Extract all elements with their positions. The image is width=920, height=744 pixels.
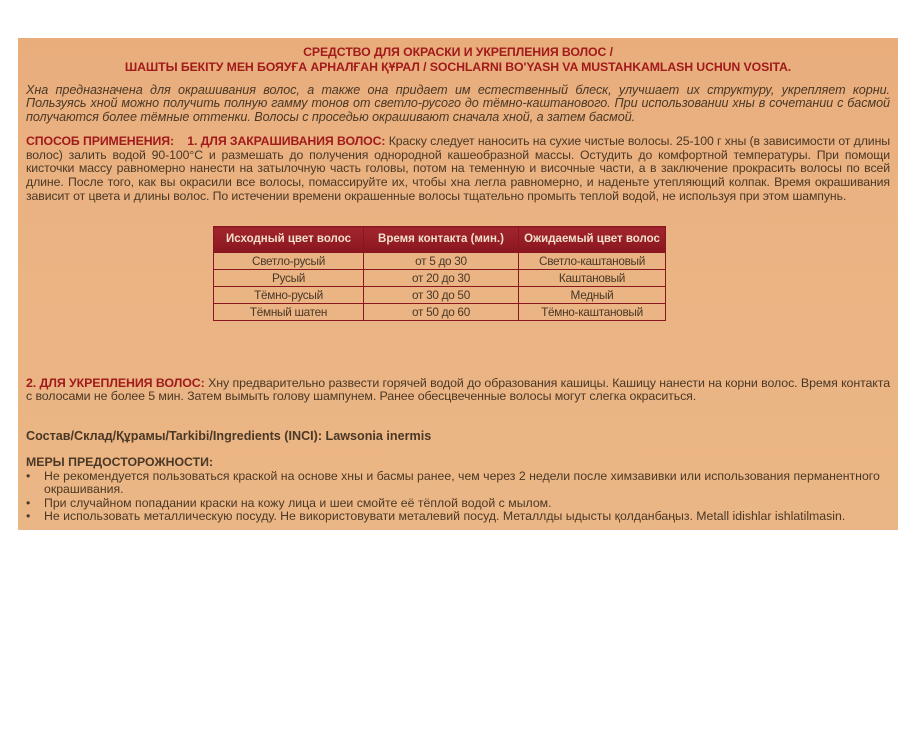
bullet-icon: • [26, 509, 31, 524]
ingredients-value: Lawsonia inermis [325, 429, 432, 443]
color-table [213, 226, 666, 321]
document-title [26, 45, 890, 75]
table-row [214, 270, 666, 287]
title-line-1: СРЕДСТВО ДЛЯ ОКРАСКИ И УКРЕПЛЕНИЯ ВОЛОС / [303, 45, 613, 59]
precaution-text: При случайном попадании краски на кожу лица и шеи смойте её тёплой водой с мылом. [44, 495, 552, 510]
cell-time: от 5 до 30 [364, 253, 519, 270]
cell-result: Тёмно-каштановый [519, 304, 666, 321]
ingredients-label: Состав/Склад/Құрамы/Tarkibi/Ingredients (INCI): [26, 429, 323, 443]
intro-paragraph: Хна предназначена для окрашивания волос, а также она придает им естественный блеск, улучшает их структуру, укрепляет корни. Пользуясь хной можно получить полную гамму тонов от светло-русого до тёмно-каштанового. При использовании хны в сочетании с басмой получаются более тёмные оттенки. Волосы с проседью окрашивают сначала хной, а затем басмой. [26, 83, 890, 124]
precaution-text: Не рекомендуется пользоваться краской на основе хны и басмы ранее, чем через 2 недели после химзавивки или использования перманентного окрашивания. [44, 468, 880, 497]
cell-original: Русый [214, 270, 364, 287]
method-text: Краску следует наносить на сухие чистые волосы. 25-100 г хны (в зависимости от длины волос) залить водой 90-100°С и размешать до получения однородной кашеобразной массы. Остудить до комфортной температуры. При помощи кисточки массу равномерно нанести на затылочную часть головы, потом на теменную и височные части, а в заключение прокрасить волосы по всей длине. После того, как вы окрасили все волосы, помассируйте их, чтобы хна легла равномерно, и наденьте утепляющий колпак. Время окрашивания зависит от цвета и длины волос. По истечении времени окрашенные волосы тщательно промыть теплой водой, не используя при этом шампунь. [26, 134, 890, 203]
header-contact-time: Время контакта (мин.) [364, 227, 519, 253]
precautions-heading: МЕРЫ ПРЕДОСТОРОЖНОСТИ: [26, 455, 214, 469]
strengthen-text: Хну предварительно развести горячей водой до образования кашицы. Кашицу нанести на корни волос. Время контакта с волосами не более 5 мин. Затем вымыть голову шампунем. Ранее обесцвеченные волосы могут слегка окраситься. [26, 376, 890, 404]
cell-time: от 30 до 50 [364, 287, 519, 304]
table-row [214, 287, 666, 304]
method-subheading: 1. ДЛЯ ЗАКРАШИВАНИЯ ВОЛОС: [187, 134, 386, 149]
strengthen-heading: 2. ДЛЯ УКРЕПЛЕНИЯ ВОЛОС: [26, 376, 205, 390]
cell-result: Светло-каштановый [519, 253, 666, 270]
precaution-text: Не использовать металлическую посуду. Не використовувати металевий посуд. Металлды ыдысты қолданбаңыз. Metall idishlar ishlatilmasin. [44, 509, 846, 524]
table-row [214, 253, 666, 270]
cell-original: Светло-русый [214, 253, 364, 270]
table-row [214, 304, 666, 321]
cell-result: Каштановый [519, 270, 666, 287]
cell-time: от 20 до 30 [364, 270, 519, 287]
header-original-color: Исходный цвет волос [214, 227, 364, 253]
bullet-icon: • [26, 468, 31, 483]
cell-original: Тёмный шатен [214, 304, 364, 321]
color-table-wrapper [213, 226, 666, 321]
cell-time: от 50 до 60 [364, 304, 519, 321]
header-expected-color: Ожидаемый цвет волос [519, 227, 666, 253]
cell-result: Медный [519, 287, 666, 304]
method-section [26, 135, 890, 203]
table-header-row [214, 227, 666, 253]
method-heading: СПОСОБ ПРИМЕНЕНИЯ: [26, 134, 174, 149]
title-line-2: ШАШТЫ БЕКІТУ МЕН БОЯУҒА АРНАЛҒАН ҚҰРАЛ / SOCHLARNI BO'YASH VA MUSTAHKAMLASH UCHUN VOSITA. [124, 60, 792, 74]
cell-original: Тёмно-русый [214, 287, 364, 304]
bullet-icon: • [26, 495, 31, 510]
